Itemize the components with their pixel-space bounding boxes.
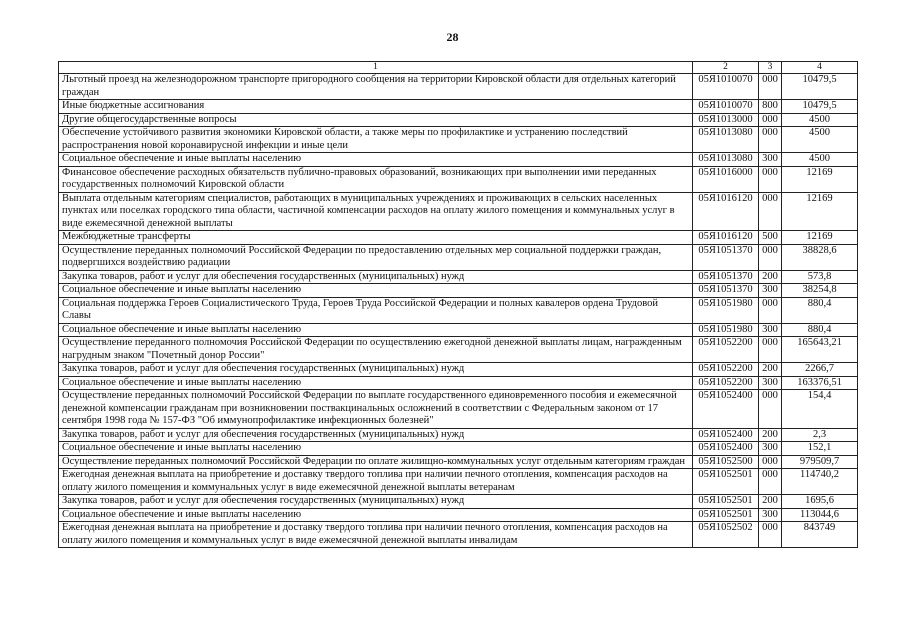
- table-row: [59, 127, 858, 153]
- row-name-cell: Льготный проезд на железнодорожном транспорте пригородного сообщения на территории Кировской области для отдельных категорий граждан: [59, 74, 693, 100]
- row-amount-cell: 38828,6: [782, 244, 858, 270]
- row-amount-cell: 880,4: [782, 323, 858, 337]
- row-code-cell: 05Я1052501: [693, 508, 759, 522]
- column-header-row: [59, 62, 858, 74]
- row-amount-cell: 165643,21: [782, 337, 858, 363]
- row-amount-cell: 38254,8: [782, 284, 858, 298]
- row-code-cell: 05Я1052501: [693, 495, 759, 509]
- row-name-cell: Закупка товаров, работ и услуг для обеспечения государственных (муниципальных) нужд: [59, 270, 693, 284]
- row-amount-cell: 10479,5: [782, 100, 858, 114]
- row-name-cell: Социальное обеспечение и иные выплаты населению: [59, 284, 693, 298]
- row-name-cell: Другие общегосударственные вопросы: [59, 113, 693, 127]
- row-type-cell: 000: [759, 127, 782, 153]
- table-row: [59, 113, 858, 127]
- row-amount-cell: 2266,7: [782, 363, 858, 377]
- row-amount-cell: 163376,51: [782, 376, 858, 390]
- row-type-cell: 800: [759, 100, 782, 114]
- row-amount-cell: 12169: [782, 166, 858, 192]
- row-type-cell: 200: [759, 495, 782, 509]
- row-name-cell: Социальное обеспечение и иные выплаты населению: [59, 376, 693, 390]
- row-amount-cell: 880,4: [782, 297, 858, 323]
- row-name-cell: Социальное обеспечение и иные выплаты населению: [59, 442, 693, 456]
- row-type-cell: 000: [759, 192, 782, 231]
- table-row: [59, 231, 858, 245]
- row-name-cell: Межбюджетные трансферты: [59, 231, 693, 245]
- row-type-cell: 000: [759, 469, 782, 495]
- column-header-code: 2: [693, 62, 759, 74]
- row-type-cell: 300: [759, 442, 782, 456]
- row-amount-cell: 152,1: [782, 442, 858, 456]
- row-name-cell: Ежегодная денежная выплата на приобретение и доставку твердого топлива при наличии печного отопления, компенсация расходов на оплату жилого помещения и коммунальных услуг в виде ежемесячной денежной выплаты ветеранам: [59, 469, 693, 495]
- table-row: [59, 390, 858, 429]
- row-type-cell: 300: [759, 508, 782, 522]
- table-row: [59, 469, 858, 495]
- row-type-cell: 000: [759, 337, 782, 363]
- column-header-name: 1: [59, 62, 693, 74]
- row-code-cell: 05Я1052200: [693, 337, 759, 363]
- row-type-cell: 300: [759, 153, 782, 167]
- table-row: [59, 455, 858, 469]
- row-code-cell: 05Я1016000: [693, 166, 759, 192]
- row-type-cell: 300: [759, 323, 782, 337]
- row-type-cell: 200: [759, 428, 782, 442]
- row-amount-cell: 4500: [782, 127, 858, 153]
- row-code-cell: 05Я1052400: [693, 442, 759, 456]
- budget-table: [58, 61, 858, 548]
- row-type-cell: 300: [759, 376, 782, 390]
- row-amount-cell: 979509,7: [782, 455, 858, 469]
- row-code-cell: 05Я1051370: [693, 284, 759, 298]
- row-name-cell: Иные бюджетные ассигнования: [59, 100, 693, 114]
- row-name-cell: Осуществление переданных полномочий Российской Федерации по оплате жилищно-коммунальных услуг отдельным категориям граждан: [59, 455, 693, 469]
- table-row: [59, 442, 858, 456]
- row-code-cell: 05Я1051370: [693, 244, 759, 270]
- table-row: [59, 192, 858, 231]
- row-name-cell: Обеспечение устойчивого развития экономики Кировской области, а также меры по профилактике и устранению последствий распространения новой коронавирусной инфекции и иные цели: [59, 127, 693, 153]
- table-row: [59, 270, 858, 284]
- row-name-cell: Социальное обеспечение и иные выплаты населению: [59, 508, 693, 522]
- table-row: [59, 522, 858, 548]
- row-type-cell: 500: [759, 231, 782, 245]
- row-amount-cell: 4500: [782, 113, 858, 127]
- table-row: [59, 100, 858, 114]
- row-code-cell: 05Я1051980: [693, 297, 759, 323]
- row-amount-cell: 4500: [782, 153, 858, 167]
- table-row: [59, 428, 858, 442]
- row-name-cell: Осуществление переданного полномочия Российской Федерации по осуществлению ежегодной денежной выплаты лицам, награжденным нагрудным знаком "Почетный донор России": [59, 337, 693, 363]
- row-name-cell: Закупка товаров, работ и услуг для обеспечения государственных (муниципальных) нужд: [59, 363, 693, 377]
- row-name-cell: Социальная поддержка Героев Социалистического Труда, Героев Труда Российской Федерации и полных кавалеров ордена Трудовой Славы: [59, 297, 693, 323]
- table-row: [59, 244, 858, 270]
- row-amount-cell: 2,3: [782, 428, 858, 442]
- row-code-cell: 05Я1016120: [693, 231, 759, 245]
- row-code-cell: 05Я1052400: [693, 428, 759, 442]
- row-type-cell: 000: [759, 244, 782, 270]
- table-row: [59, 508, 858, 522]
- row-name-cell: Выплата отдельным категориям специалистов, работающих в муниципальных учреждениях и проживающих в сельских населенных пунктах или поселках городского типа области, частичной компенсации расходов на оплату жилого помещения и коммунальных услуг в виде ежемесячной денежной выплаты: [59, 192, 693, 231]
- table-row: [59, 323, 858, 337]
- row-code-cell: 05Я1052400: [693, 390, 759, 429]
- column-header-type: 3: [759, 62, 782, 74]
- row-type-cell: 000: [759, 74, 782, 100]
- row-amount-cell: 843749: [782, 522, 858, 548]
- row-code-cell: 05Я1016120: [693, 192, 759, 231]
- row-code-cell: 05Я1052502: [693, 522, 759, 548]
- row-type-cell: 000: [759, 522, 782, 548]
- row-name-cell: Финансовое обеспечение расходных обязательств публично-правовых образований, возникающих при выполнении ими переданных государственных полномочий Кировской области: [59, 166, 693, 192]
- row-code-cell: 05Я1052200: [693, 363, 759, 377]
- row-amount-cell: 113044,6: [782, 508, 858, 522]
- row-amount-cell: 12169: [782, 192, 858, 231]
- table-row: [59, 74, 858, 100]
- row-amount-cell: 114740,2: [782, 469, 858, 495]
- row-code-cell: 05Я1051370: [693, 270, 759, 284]
- row-type-cell: 000: [759, 390, 782, 429]
- row-code-cell: 05Я1051980: [693, 323, 759, 337]
- row-type-cell: 200: [759, 270, 782, 284]
- row-amount-cell: 154,4: [782, 390, 858, 429]
- table-row: [59, 284, 858, 298]
- row-amount-cell: 573,8: [782, 270, 858, 284]
- row-code-cell: 05Я1052501: [693, 469, 759, 495]
- table-row: [59, 495, 858, 509]
- row-amount-cell: 1695,6: [782, 495, 858, 509]
- table-row: [59, 166, 858, 192]
- row-type-cell: 200: [759, 363, 782, 377]
- row-type-cell: 000: [759, 113, 782, 127]
- table-row: [59, 376, 858, 390]
- page-number: 28: [446, 30, 459, 44]
- row-type-cell: 000: [759, 297, 782, 323]
- row-code-cell: 05Я1052200: [693, 376, 759, 390]
- row-type-cell: 300: [759, 284, 782, 298]
- row-code-cell: 05Я1052500: [693, 455, 759, 469]
- row-name-cell: Осуществление переданных полномочий Российской Федерации по выплате государственного единовременного пособия и ежемесячной денежной компенсации гражданам при возникновении поствакцинальных осложнений в соответствии с Федеральным законом от 17 сентября 1998 года № 157-ФЗ "Об иммунопрофилактике инфекционных болезней": [59, 390, 693, 429]
- row-amount-cell: 12169: [782, 231, 858, 245]
- table-row: [59, 363, 858, 377]
- row-code-cell: 05Я1013080: [693, 127, 759, 153]
- row-code-cell: 05Я1010070: [693, 74, 759, 100]
- row-name-cell: Закупка товаров, работ и услуг для обеспечения государственных (муниципальных) нужд: [59, 428, 693, 442]
- row-name-cell: Социальное обеспечение и иные выплаты населению: [59, 153, 693, 167]
- row-code-cell: 05Я1013000: [693, 113, 759, 127]
- row-name-cell: Социальное обеспечение и иные выплаты населению: [59, 323, 693, 337]
- row-name-cell: Ежегодная денежная выплата на приобретение и доставку твердого топлива при наличии печного отопления, компенсация расходов на оплату жилого помещения и коммунальных услуг в виде ежемесячной денежной выплаты инвалидам: [59, 522, 693, 548]
- row-name-cell: Закупка товаров, работ и услуг для обеспечения государственных (муниципальных) нужд: [59, 495, 693, 509]
- row-name-cell: Осуществление переданных полномочий Российской Федерации по предоставлению отдельных мер социальной поддержки граждан, подвергшихся воздействию радиации: [59, 244, 693, 270]
- row-type-cell: 000: [759, 166, 782, 192]
- row-amount-cell: 10479,5: [782, 74, 858, 100]
- row-code-cell: 05Я1013080: [693, 153, 759, 167]
- row-type-cell: 000: [759, 455, 782, 469]
- table-row: [59, 153, 858, 167]
- row-code-cell: 05Я1010070: [693, 100, 759, 114]
- table-row: [59, 297, 858, 323]
- table-row: [59, 337, 858, 363]
- column-header-amount: 4: [782, 62, 858, 74]
